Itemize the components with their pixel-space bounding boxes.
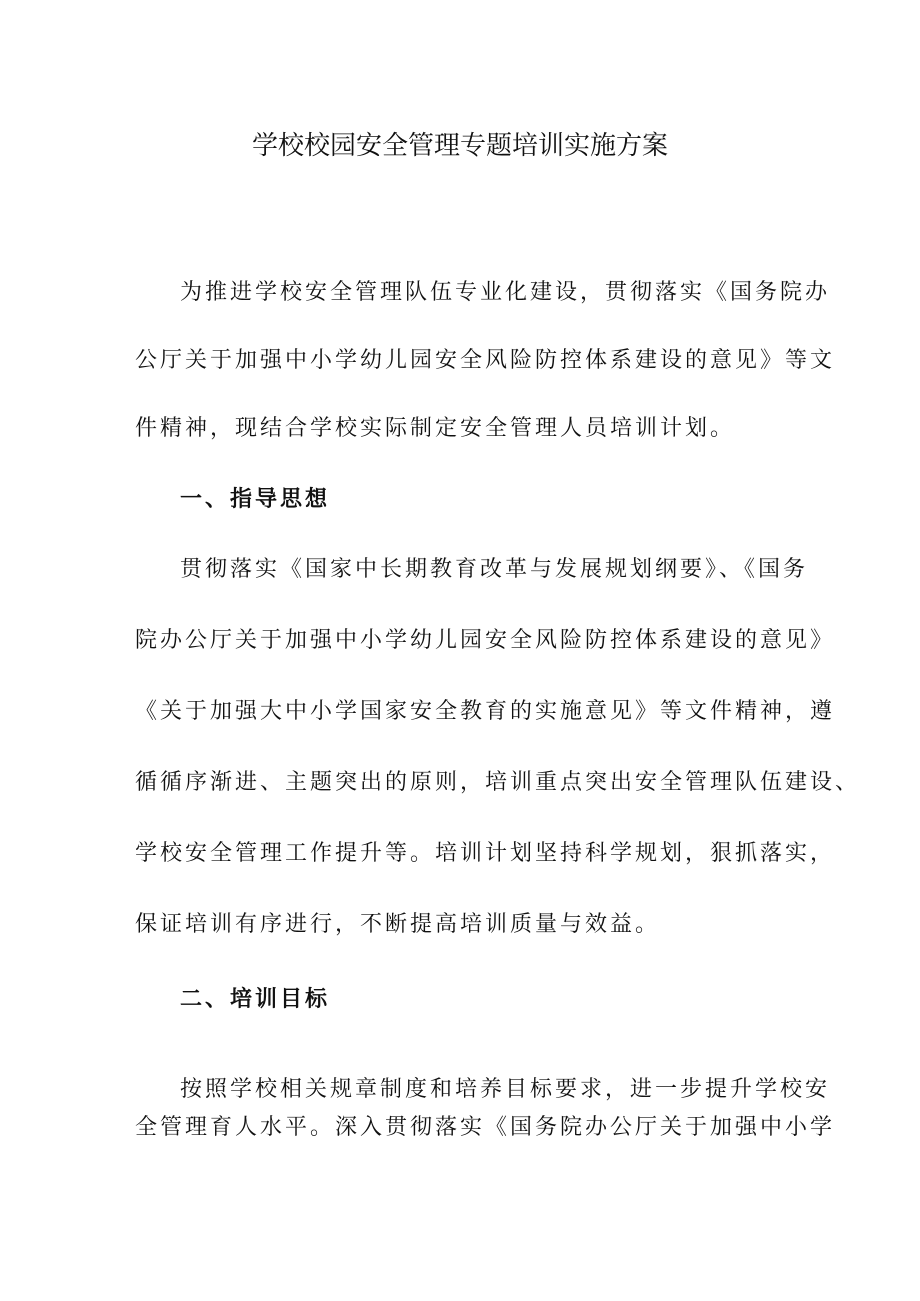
paragraph-line: 《关于加强大中小学国家安全教育的实施意见》等文件精神，遵 — [135, 699, 836, 724]
paragraph-line: 件精神，现结合学校实际制定安全管理人员培训计划。 — [135, 416, 736, 441]
paragraph-line: 为推进学校安全管理队伍专业化建设，贯彻落实《国务院办 — [180, 280, 831, 305]
paragraph-line: 全管理育人水平。深入贯彻落实《国务院办公厅关于加强中小学 — [135, 1115, 836, 1140]
paragraph-line: 学校安全管理工作提升等。培训计划坚持科学规划，狠抓落实， — [135, 841, 836, 866]
paragraph-line: 公厅关于加强中小学幼儿园安全风险防控体系建设的意见》等文 — [135, 348, 836, 373]
section2-paragraph — [135, 1070, 836, 1148]
paragraph-line: 按照学校相关规章制度和培养目标要求，进一步提升学校安 — [180, 1077, 831, 1102]
paragraph-line: 保证培训有序进行，不断提高培训质量与效益。 — [135, 912, 661, 937]
section-heading: 一、指导思想 — [180, 487, 331, 512]
paragraph-line: 贯彻落实《国家中长期教育改革与发展规划纲要》、《国务 — [180, 557, 809, 582]
intro-paragraph — [135, 273, 836, 449]
paragraph-line: 院办公厅关于加强中小学幼儿园安全风险防控体系建设的意见》 — [135, 628, 836, 653]
paragraph-line: 循循序渐进、主题突出的原则，培训重点突出安全管理队伍建设、 — [135, 770, 861, 795]
section1-paragraph — [135, 550, 861, 945]
document-title: 学校校园安全管理专题培训实施方案 — [251, 131, 668, 161]
section-heading: 二、培训目标 — [180, 987, 331, 1012]
